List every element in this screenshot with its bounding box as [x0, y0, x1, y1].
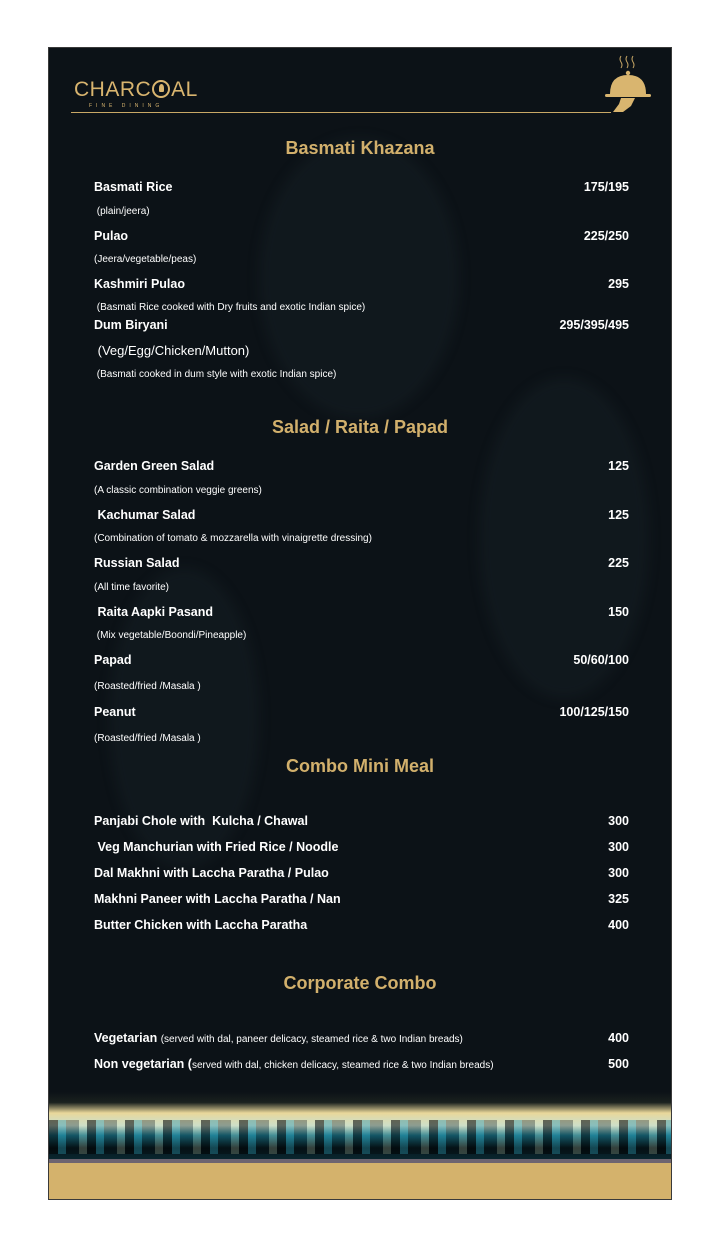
footer-decorative-band	[49, 1092, 671, 1162]
section-title-corporate-combo: Corporate Combo	[283, 973, 437, 993]
item-price: 400	[608, 918, 629, 932]
item-price: 300	[608, 840, 629, 854]
item-price: 125	[608, 459, 629, 473]
item-description: (All time favorite)	[94, 582, 170, 593]
header-divider	[71, 112, 611, 113]
item-price: 175/195	[583, 180, 629, 194]
item-price: 100/125/150	[559, 705, 629, 719]
item-name: Panjabi Chole with Kulcha / Chawal	[94, 814, 308, 828]
item-description: (Mix vegetable/Boondi/Pineapple)	[94, 630, 247, 641]
item-price: 300	[608, 866, 629, 880]
item-description: (Basmati Rice cooked with Dry fruits and exotic Indian spice)	[94, 302, 366, 313]
item-price: 325	[608, 892, 629, 906]
item-inline-description: (served with dal, paneer delicacy, steamed rice & two Indian breads)	[160, 1034, 463, 1045]
item-variants: (Veg/Egg/Chicken/Mutton)	[94, 343, 250, 358]
footer-gold-bar	[49, 1163, 671, 1200]
item-price: 125	[608, 508, 629, 522]
item-price: 150	[608, 605, 629, 619]
item-name: Raita Aapki Pasand	[94, 605, 214, 619]
item-name: Peanut	[94, 705, 136, 719]
section-title-salad-raita-papad: Salad / Raita / Papad	[271, 417, 449, 437]
item-description: (Jeera/vegetable/peas)	[94, 254, 197, 265]
item-price: 295/395/495	[559, 318, 629, 332]
item-description: (Basmati cooked in dum style with exotic Indian spice)	[94, 369, 337, 380]
item-price: 400	[608, 1031, 629, 1045]
item-name: Butter Chicken with Laccha Paratha	[94, 918, 308, 932]
item-name: Garden Green Salad	[94, 459, 215, 473]
section-title-basmati-khazana: Basmati Khazana	[285, 138, 435, 158]
item-price: 225/250	[583, 229, 629, 243]
item-name	[94, 1031, 463, 1045]
brand-logo	[74, 78, 198, 102]
item-price: 225	[608, 556, 629, 570]
section-title-combo-mini-meal: Combo Mini Meal	[286, 756, 434, 776]
item-name	[94, 1057, 494, 1071]
item-description: (Combination of tomato & mozzarella with vinaigrette dressing)	[94, 533, 372, 544]
item-name: Pulao	[94, 229, 129, 243]
item-price: 50/60/100	[573, 653, 629, 667]
item-description: (plain/jeera)	[94, 206, 150, 217]
item-price: 500	[608, 1057, 629, 1071]
item-name: Makhni Paneer with Laccha Paratha / Nan	[94, 892, 341, 906]
item-name: Dum Biryani	[94, 318, 168, 332]
item-name: Kachumar Salad	[94, 508, 196, 522]
item-price: 300	[608, 814, 629, 828]
item-name-text: Non vegetarian (	[94, 1057, 192, 1071]
item-name: Dal Makhni with Laccha Paratha / Pulao	[94, 866, 329, 880]
menu-page	[48, 47, 672, 1200]
item-description: (A classic combination veggie greens)	[94, 485, 262, 496]
item-name: Basmati Rice	[94, 180, 173, 194]
item-description: (Roasted/fried /Masala )	[94, 733, 201, 744]
item-name: Veg Manchurian with Fried Rice / Noodle	[94, 840, 339, 854]
item-name-text: Vegetarian	[94, 1031, 161, 1045]
brand-tagline: FINE DINING	[89, 103, 164, 109]
item-inline-description: served with dal, chicken delicacy, steamed rice & two Indian breads)	[191, 1060, 494, 1071]
item-name: Kashmiri Pulao	[94, 277, 185, 291]
item-description: (Roasted/fried /Masala )	[94, 681, 201, 692]
item-price: 295	[608, 277, 629, 291]
serving-cloche-icon	[601, 54, 655, 116]
brand-name-left: CHARC	[74, 78, 152, 101]
item-name: Russian Salad	[94, 556, 180, 570]
item-name: Papad	[94, 653, 132, 667]
brand-name-right: AL	[171, 78, 198, 101]
menu-header	[49, 48, 671, 118]
flame-icon	[152, 80, 170, 98]
